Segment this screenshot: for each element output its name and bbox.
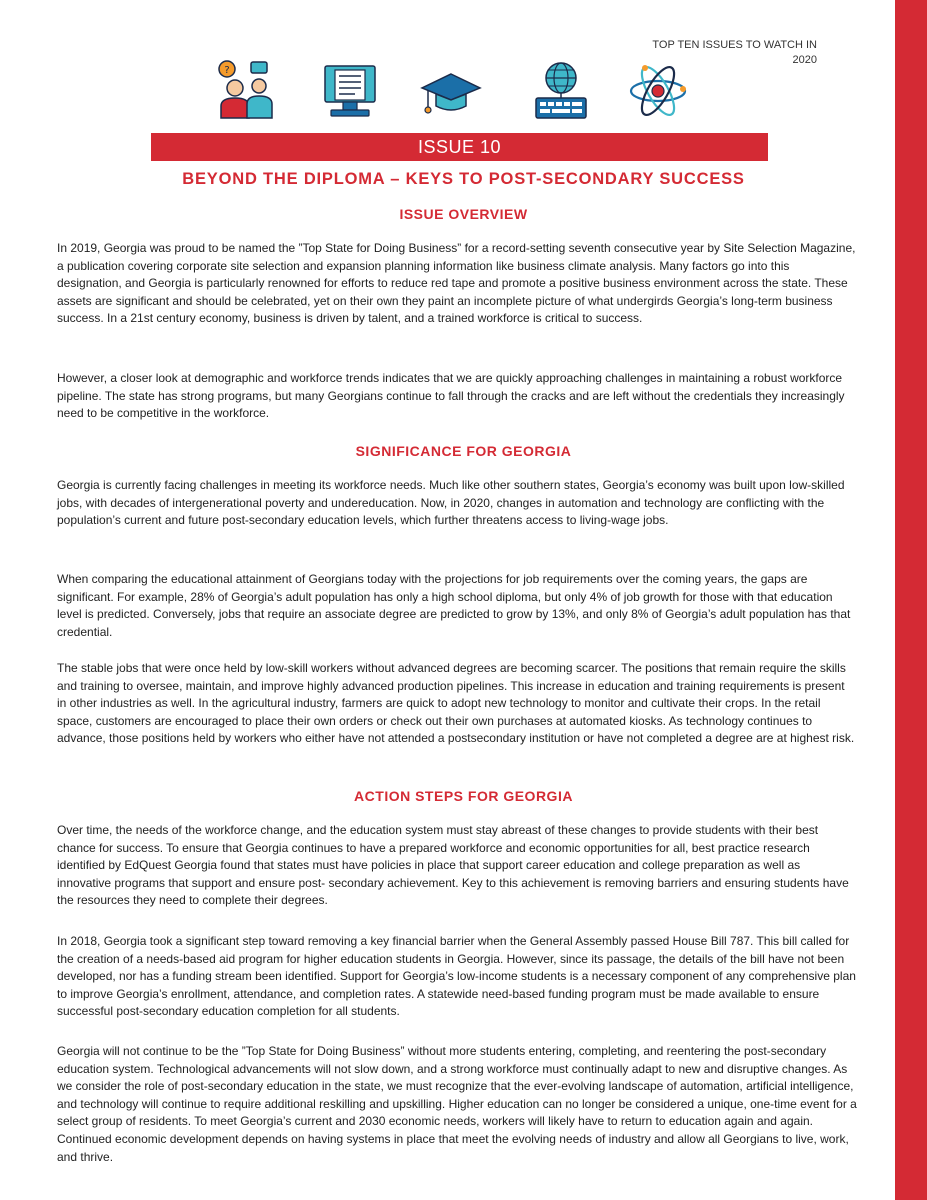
header-title-line1: TOP TEN ISSUES TO WATCH IN xyxy=(652,39,817,51)
overview-paragraph-1: In 2019, Georgia was proud to be named the ”Top State for Doing Business” for a record-setting seventh consecutive year by Site Selection Magazine, a publication covering corporate site selection and expansion planning information like business climate analysis. Many factors go into this designation, and Georgia is particularly renowned for efforts to reduce red tape and promote a positive business environment across the state. These assets are significant and should be celebrated, yet on their own they paint an incomplete picture of what undergirds Georgia’s long-term business success. In a 21st century economy, business is driven by talent, and a trained workforce is critical to success. xyxy=(57,241,856,326)
action-paragraph-1: Over time, the needs of the workforce change, and the education system must stay abreast of these changes to provide students with their best chance for success. To ensure that Georgia continues to have a prepared workforce and economic opportunities for all, best practice research identified by EdQuest Georgia found that states must have policies in place that support career education and college preparation as well as innovative programs that support and ensure post- secondary achievement. Key to this achievement is removing barriers and ensuring students have the resources they need to complete their degrees. xyxy=(57,823,849,908)
issue-banner: ISSUE 10 xyxy=(151,133,768,161)
computer-document-icon xyxy=(319,60,381,122)
section-heading-overview: ISSUE OVERVIEW xyxy=(399,206,528,222)
graduation-cap-icon xyxy=(420,60,482,122)
significance-paragraph-3: The stable jobs that were once held by low-skill workers without advanced degrees are becoming scarcer. The positions that remain require the skills and training to oversee, maintain, and improve highly advanced production pipelines. This increase in education and training requirements is present in other industries as well. In the agricultural industry, farmers are quick to adopt new technology to monitor and cultivate their crops. In the retail space, customers are encouraged to place their own orders or check out their own purchases at automated kiosks. As technology continues to advance, those positions held by workers who either have not attended a postsecondary institution or have not completed a degree are at highest risk. xyxy=(57,661,855,746)
action-paragraph-3: Georgia will not continue to be the ”Top State for Doing Business” without more students entering, completing, and reentering the post-secondary education system. Technological advancements will not slow down, and a strong workforce must continually adapt to new and disruptive changes. As we consider the role of post-secondary education in the state, we must recognize that the ever-evolving landscape of automation, artificial intelligence, and technology will continue to require additional reskilling and upskilling. Higher education can no longer be considered a unique, one-time event for a select group of residents. To meet Georgia’s current and 2030 economic needs, workers will likely have to return to education again and again. Continued economic development depends on having systems in place that meet the evolving needs of industry and allow all Georgians to live, work, and thrive. xyxy=(57,1044,857,1164)
significance-paragraph-1: Georgia is currently facing challenges in meeting its workforce needs. Much like other southern states, Georgia’s economy was built upon low-skilled jobs, with decades of intergenerational poverty and undereducation. Now, in 2020, changes in automation and technology are conflicting with the population’s current and future post-secondary education levels, which further threatens access to living-wage jobs. xyxy=(57,478,845,528)
issue-subtitle: BEYOND THE DIPLOMA – KEYS TO POST-SECONDARY SUCCESS xyxy=(182,170,745,188)
discussion-people-icon xyxy=(215,60,277,122)
section-heading-action: ACTION STEPS FOR GEORGIA xyxy=(354,788,573,804)
section-heading-significance: SIGNIFICANCE FOR GEORGIA xyxy=(355,443,572,459)
globe-keyboard-icon xyxy=(530,60,592,122)
atom-icon xyxy=(627,60,689,122)
red-side-bar xyxy=(895,0,927,1200)
header-title-line2: 2020 xyxy=(792,54,817,66)
significance-paragraph-2: When comparing the educational attainment of Georgians today with the projections for job requirements over the coming years, the gaps are significant. For example, 28% of Georgia’s adult population has only a high school diploma, but only 4% of job growth for those with that education level is predicted. Conversely, jobs that require an associate degree are predicted to grow by 13%, and only 8% of Georgia’s adult population has that credential. xyxy=(57,572,851,639)
icon-row xyxy=(215,60,715,122)
overview-paragraph-2: However, a closer look at demographic and workforce trends indicates that we are quickly approaching challenges in maintaining a robust workforce pipeline. The state has strong programs, but many Georgians continue to fall through the cracks and are left without the credentials they increasingly need to be competitive in the workforce. xyxy=(57,371,845,421)
action-paragraph-2: In 2018, Georgia took a significant step toward removing a key financial barrier when the General Assembly passed House Bill 787. This bill called for the creation of a needs-based aid program for higher education students in Georgia. However, since its passage, the details of the bill have not been developed, nor has a funding stream been identified. Support for Georgia’s low-income students is a necessary component of any comprehensive plan to improve Georgia’s enrollment, attendance, and completion rates. A statewide need-based funding program must be made available to ensure successful post-secondary education completion for all students. xyxy=(57,934,856,1019)
svg-text:?: ? xyxy=(224,65,230,76)
